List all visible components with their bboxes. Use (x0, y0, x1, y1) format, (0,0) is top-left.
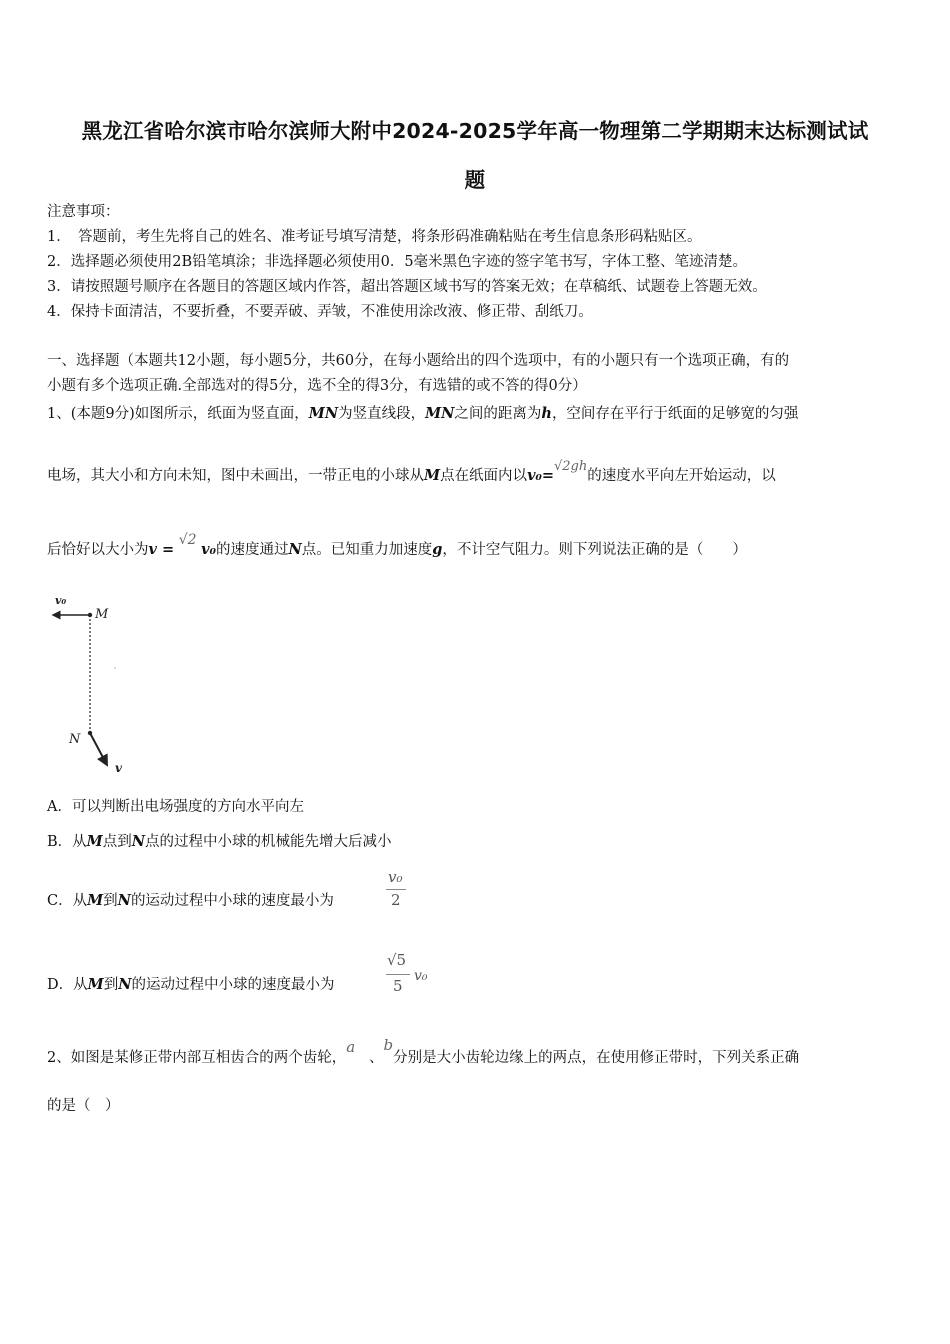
notice-item-2: 2．选择题必须使用2B铅笔填涂；非选择题必须使用0．5毫米黑色字迹的签字笔书写，字体工整、笔迹清楚。 (47, 254, 748, 270)
notice-item-1: 1． 答题前，考生先将自己的姓名、准考证号填写清楚，将条形码准确粘贴在考生信息条形码粘贴区。 (47, 229, 702, 245)
page-title: 黑龙江省哈尔滨市哈尔滨师大附中2024-2025学年高一物理第二学期期末达标测试试 (81, 119, 869, 143)
q2-line-1: 2、如图是某修正带内部互相齿合的两个齿轮，a 、b分别是大小齿轮边缘上的两点，在使用修正带时，下列关系正确 (47, 1036, 800, 1066)
label-n: N (69, 732, 81, 747)
option-d-fraction-bar (386, 974, 410, 975)
notice-heading: 注意事项： (47, 204, 120, 220)
option-d-numerator: √5 (387, 951, 407, 969)
section-heading-cont: 小题有多个选项正确.全部选对的得5分，选不全的得3分，有选错的或不答的得0分） (47, 378, 587, 394)
q1-line-1: 1、(本题9分)如图所示，纸面为竖直面，MN为竖直线段，MN之间的距离为h，空间存在平行于纸面的足够宽的匀强 (47, 405, 799, 422)
label-v0: v₀ (55, 594, 67, 607)
page-title-cont: 题 (464, 168, 486, 192)
label-v: v (115, 761, 122, 775)
v-arrow (90, 733, 107, 765)
option-d: D．从M到N的运动过程中小球的速度最小为 (47, 976, 335, 993)
option-c-denominator: 2 (391, 891, 401, 909)
q2-line-2: 的是（ ） (47, 1098, 120, 1114)
notice-item-3: 3．请按照题号顺序在各题目的答题区域内作答，超出答题区域书写的答案无效；在草稿纸、试题卷上答题无效。 (47, 279, 767, 295)
q1-line-2: 电场，其大小和方向未知，图中未画出，一带正电的小球从M点在纸面内以v₀=√2gh的速度水平向左开始运动，以 (47, 459, 776, 484)
option-a: A．可以判断出电场强度的方向水平向左 (47, 799, 304, 815)
option-c-fraction-bar (386, 889, 406, 890)
option-d-denominator: 5 (393, 977, 403, 995)
notice-item-4: 4．保持卡面清洁，不要折叠，不要弄破、弄皱，不准使用涂改液、修正带、刮纸刀。 (47, 304, 593, 320)
label-m: M (95, 607, 109, 622)
q1-figure (45, 588, 145, 780)
q1-line-3: 后恰好以大小为v = √2 v₀的速度通过N点。已知重力加速度g，不计空气阻力。则下列说法正确的是（ ） (47, 532, 747, 558)
section-heading: 一、选择题（本题共12小题，每小题5分，共60分，在每小题给出的四个选项中，有的小题只有一个选项正确，有的 (47, 353, 790, 369)
option-b: B．从M点到N点的过程中小球的机械能先增大后减小 (47, 833, 392, 850)
option-c: C．从M到N的运动过程中小球的速度最小为 (47, 892, 334, 909)
option-c-numerator: v₀ (388, 868, 403, 886)
option-d-v0: v₀ (414, 968, 428, 984)
